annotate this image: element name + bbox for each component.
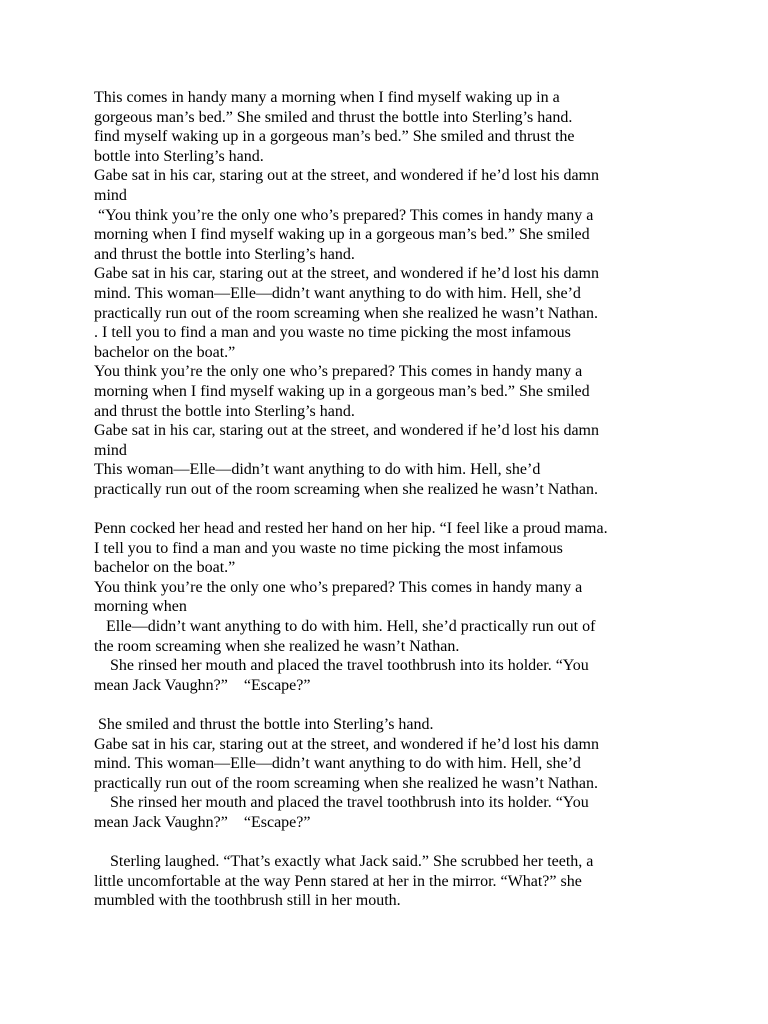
text-line: gorgeous man’s bed.” She smiled and thrust the bottle into Sterling’s hand.	[94, 108, 573, 126]
paragraph-break	[94, 695, 694, 715]
text-line: and thrust the bottle into Sterling’s hand.	[94, 245, 355, 263]
text-line: You think you’re the only one who’s prepared? This comes in handy many a	[94, 578, 583, 596]
text-line: Gabe sat in his car, staring out at the street, and wondered if he’d lost his damn	[94, 735, 599, 753]
text-line: She rinsed her mouth and placed the travel toothbrush into its holder. “You	[94, 657, 589, 675]
text-line: mind. This woman—Elle—didn’t want anything to do with him. Hell, she’d	[94, 755, 581, 773]
text-line: bottle into Sterling’s hand.	[94, 147, 264, 165]
text-line: Gabe sat in his car, staring out at the street, and wondered if he’d lost his damn	[94, 265, 599, 283]
text-line: mumbled with the toothbrush still in her mouth.	[94, 892, 401, 910]
text-line: This woman—Elle—didn’t want anything to do with him. Hell, she’d	[94, 461, 541, 479]
text-line: and thrust the bottle into Sterling’s hand.	[94, 402, 355, 420]
paragraph-break	[94, 833, 694, 853]
text-line: mind	[94, 186, 127, 204]
text-line: She smiled and thrust the bottle into Sterling’s hand.	[94, 716, 434, 733]
text-line: bachelor on the boat.”	[94, 343, 236, 361]
text-line: practically run out of the room screaming when she realized he wasn’t Nathan.	[94, 304, 598, 322]
text-line: little uncomfortable at the way Penn stared at her in the mirror. “What?” she	[94, 872, 582, 890]
text-line: mean Jack Vaughn?” “Escape?”	[94, 813, 311, 831]
text-line: find myself waking up in a gorgeous man’s bed.” She smiled and thrust the	[94, 128, 575, 146]
text-line: morning when I find myself waking up in a gorgeous man’s bed.” She smiled	[94, 382, 590, 400]
text-line: Sterling laughed. “That’s exactly what Jack said.” She scrubbed her teeth, a	[94, 853, 594, 871]
text-line: mind	[94, 441, 127, 459]
text-line: She rinsed her mouth and placed the travel toothbrush into its holder. “You	[94, 794, 589, 812]
text-line: Elle—didn’t want anything to do with him. Hell, she’d practically run out of	[94, 618, 596, 636]
text-line: practically run out of the room screaming when she realized he wasn’t Nathan.	[94, 480, 598, 498]
text-line: This comes in handy many a morning when I find myself waking up in a	[94, 89, 560, 106]
text-line: Gabe sat in his car, staring out at the street, and wondered if he’d lost his damn	[94, 422, 599, 440]
text-line: practically run out of the room screaming when she realized he wasn’t Nathan.	[94, 774, 598, 792]
text-line: mean Jack Vaughn?” “Escape?”	[94, 676, 311, 694]
text-line: morning when	[94, 598, 187, 616]
text-line: bachelor on the boat.”	[94, 559, 236, 577]
text-line: morning when I find myself waking up in a gorgeous man’s bed.” She smiled	[94, 226, 590, 244]
text-line: Penn cocked her head and rested her hand on her hip. “I feel like a proud mama.	[94, 520, 608, 538]
text-line: I tell you to find a man and you waste no time picking the most infamous	[94, 539, 563, 557]
text-line: “You think you’re the only one who’s prepared? This comes in handy many a	[94, 206, 594, 224]
text-line: . I tell you to find a man and you waste no time picking the most infamous	[94, 324, 571, 342]
text-line: Gabe sat in his car, staring out at the street, and wondered if he’d lost his damn	[94, 167, 599, 185]
text-line: mind. This woman—Elle—didn’t want anything to do with him. Hell, she’d	[94, 284, 581, 302]
text-line: the room screaming when she realized he wasn’t Nathan.	[94, 637, 460, 655]
paragraph-break	[94, 499, 694, 519]
text-line: You think you’re the only one who’s prepared? This comes in handy many a	[94, 363, 583, 381]
document-body	[94, 88, 694, 911]
